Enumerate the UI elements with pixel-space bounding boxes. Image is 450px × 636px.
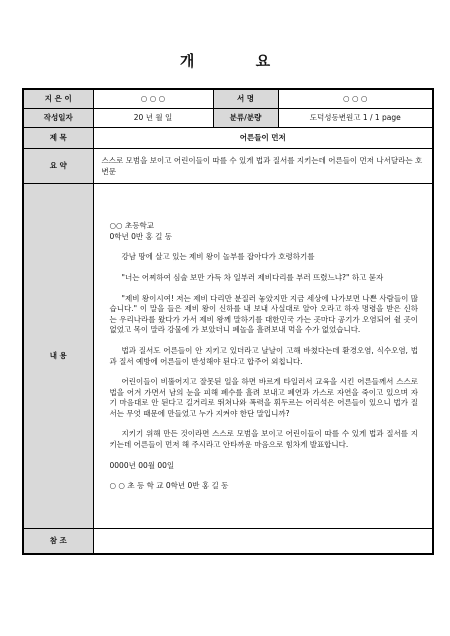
content-paragraph-1: 강남 땅에 살고 있는 제비 왕이 놀부를 잡아다가 호령하기를 xyxy=(121,252,315,262)
author-value: ○ ○ ○ xyxy=(93,89,213,108)
author-row xyxy=(23,89,433,108)
content-row xyxy=(23,183,433,528)
page-title: 개 요 xyxy=(179,52,299,70)
subject-value: 어른들이 먼저 xyxy=(93,127,433,148)
content-body xyxy=(93,183,433,528)
content-school: ○○ 초등학교 xyxy=(109,221,154,231)
reference-row xyxy=(23,528,433,554)
subject-label: 제 목 xyxy=(23,127,93,148)
content-date: 0000년 00월 00일 xyxy=(109,460,175,470)
date-value: 20 년 월 일 xyxy=(93,108,213,127)
subject-row xyxy=(23,127,433,148)
reference-value xyxy=(93,528,433,554)
content-paragraph-5: 어린이들이 비뚤어지고 잘못된 일을 하면 바르게 타일러서 교육을 시킨 어른들께서 스스로 법을 어겨 가면서 남의 눈을 피해 폐수를 흘려 보내고 폐연과 가스로 자연을 죽이고 있으며 자기 마음대로 안 된다고 길거리로 뛰쳐나와 폭력을 휘두르는 어리석은 어른들이 있으니 법가 질서는 무엇 때문에 만들었고 누가 지켜야 한단 말입니까? xyxy=(109,377,418,418)
content-paragraph-2: "너는 어찌하여 심술 보만 가득 차 일부러 제비다리를 부러 뜨렸느냐?" 하고 묻자 xyxy=(121,272,384,282)
category-label: 분류/분량 xyxy=(213,108,278,127)
content-label: 내 용 xyxy=(23,183,93,528)
author-label: 지 은 이 xyxy=(23,89,93,108)
date-row xyxy=(23,108,433,127)
summary-value: 스스로 모범을 보이고 어린이들이 따를 수 있게 법과 질서를 지키는데 어른들이 먼저 나서달라는 호변문 xyxy=(93,148,433,183)
content-paragraph-6: 지키기 위해 만든 것이라면 스스로 모범을 보이고 어린이들이 따를 수 있게 법과 질서를 지키는데 어른들이 먼저 해 주시라고 안타까운 마음으로 힘차게 발표합니다. xyxy=(109,429,418,450)
content-class: 0학년 0반 홍 길 동 xyxy=(109,231,173,241)
category-value: 도덕성동변원고 1 / 1 page xyxy=(278,108,433,127)
date-label: 작성일자 xyxy=(23,108,93,127)
content-paragraph-3: "제비 왕이시여! 저는 제비 다리만 분질러 놓았지만 지금 세상에 나가보면 나쁜 사람들이 많습니다." 이 말을 들은 제비 왕이 신하를 내 보내 사실대로 알아 오라고 하자 명령을 받은 신하는 우리나라를 왔다가 가서 제비 왕께 말하기를 대한민국 가는 곳마다 공기가 오염되어 쉴 곳이 없었고 목이 말라 강물에 가 보았더니 폐놀을 흘려보내 먹을 수가 없었습니다. xyxy=(109,293,418,335)
reference-label: 참 조 xyxy=(23,528,93,554)
name-value: ○ ○ ○ xyxy=(278,89,433,108)
content-signature: ○ ○ 초 등 학 교 0학년 0반 홍 길 동 xyxy=(109,481,229,491)
summary-label: 요 약 xyxy=(23,148,93,183)
summary-form-table xyxy=(22,88,434,555)
name-label: 서 명 xyxy=(213,89,278,108)
summary-row xyxy=(23,148,433,183)
content-paragraph-4: 법과 질서도 어른들이 안 지키고 있더라고 날날이 고해 바쳤다는데 환경오염, 식수오염, 법과 질서 예방에 어른들이 반성해야 된다고 합주어 외칩니다. xyxy=(109,345,418,366)
